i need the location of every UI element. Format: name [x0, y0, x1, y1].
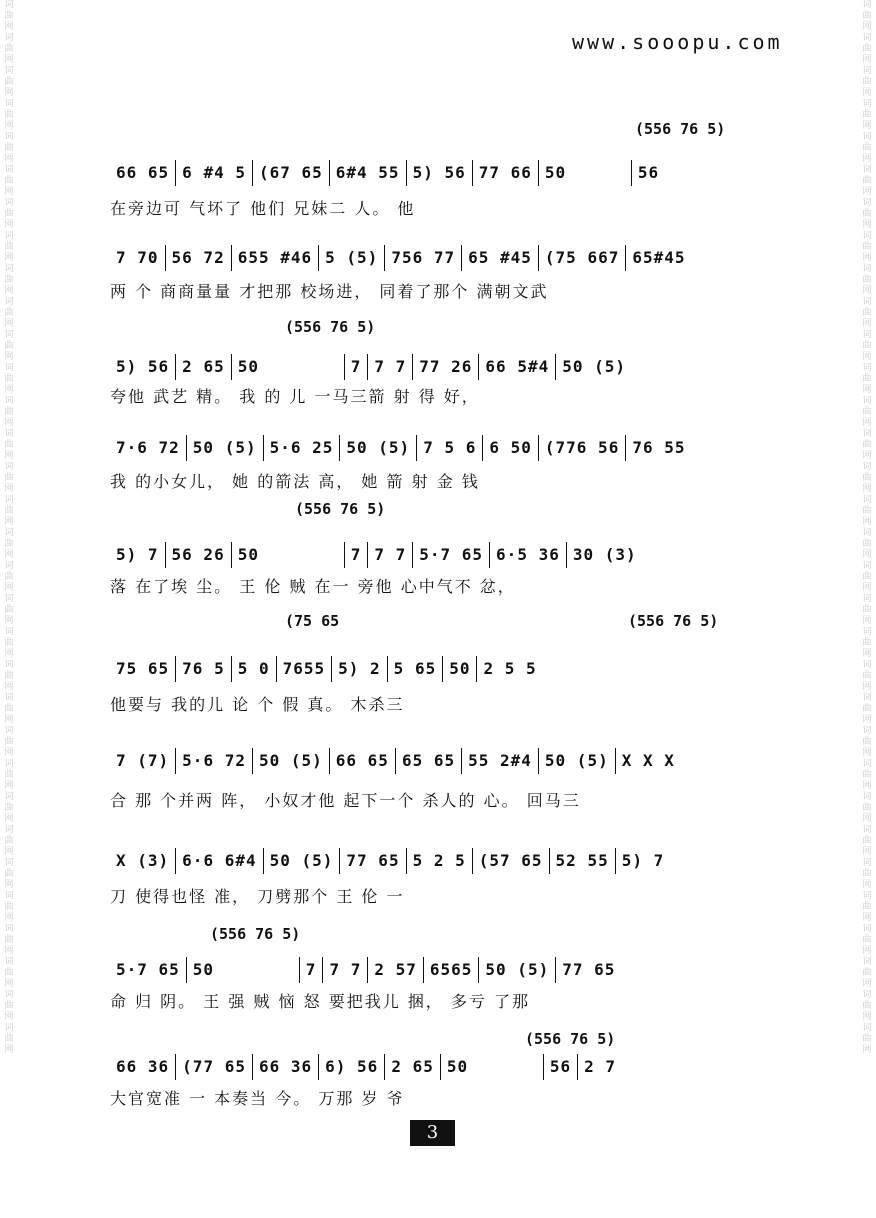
lyric-line: 在旁边可 气坏了 他们 兄妹二 人。 他: [110, 199, 416, 218]
lyric-line: 刀 使得也怪 准， 刀劈那个 王 伦 一: [110, 887, 405, 906]
measure: 55 2#4: [462, 748, 539, 774]
measure: 7 7: [323, 957, 368, 983]
measure: 56: [544, 1054, 578, 1080]
measure: 5) 56: [407, 160, 473, 186]
score-row: [110, 318, 790, 406]
score-row: [110, 245, 790, 323]
measure: 56 72: [166, 245, 232, 271]
measure: 52 55: [550, 848, 616, 874]
measure: (67 65: [253, 160, 330, 186]
lyric-line: 他要与 我的儿 论 个 假 真。 木杀三: [110, 695, 405, 714]
measure: 50 (5): [187, 435, 264, 461]
measure: 50: [539, 160, 632, 186]
measure: 77 66: [473, 160, 539, 186]
measure: 5·6 72: [176, 748, 253, 774]
lyric-line: 两 个 商商量量 才把那 校场进， 同着了那个 满朝文武: [110, 282, 549, 301]
notation-line: [110, 848, 790, 874]
notation-line: [110, 245, 790, 271]
measure: (57 65: [473, 848, 550, 874]
measure: 76 55: [632, 438, 686, 457]
score-row: [110, 848, 790, 926]
measure: X X X: [621, 751, 675, 770]
measure: 76 5: [176, 656, 232, 682]
notation-line: [110, 957, 790, 983]
measure: 75 65: [110, 656, 176, 682]
measure: 50: [441, 1054, 544, 1080]
measure: 6 #4 5: [176, 160, 253, 186]
measure: 7: [345, 354, 369, 380]
measure: 56 26: [166, 542, 232, 568]
side-watermark-left: 词曲网词曲网词曲网词曲网词曲网词曲网词曲网词曲网词曲网词曲网词曲网词曲网词曲网词曲网词曲网词曲网词曲网词曲网词曲网词曲网词曲网词曲网词曲网词曲网词曲网词曲网词曲网词曲网词曲网词曲网词曲网词曲网: [4, 0, 14, 1055]
instrumental-parenthesis: (556 76 5): [210, 925, 301, 943]
measure: 5·6 25: [264, 435, 341, 461]
instrumental-parenthesis: (556 76 5): [628, 612, 719, 630]
measure: 2 57: [368, 957, 424, 983]
measure: 5) 56: [110, 354, 176, 380]
measure: 30 (3): [572, 545, 637, 564]
measure: 56: [637, 163, 660, 182]
measure: 7 5 6: [417, 435, 483, 461]
measure: 66 5#4: [479, 354, 556, 380]
lyric-line: 合 那 个并两 阵， 小奴才他 起下一个 杀人的 心。 回马三: [110, 791, 581, 810]
instrumental-parenthesis: (556 76 5): [285, 318, 376, 336]
notation-line: [110, 354, 790, 380]
measure: 66 65: [110, 160, 176, 186]
measure: 5 65: [388, 656, 444, 682]
measure: 5 2 5: [407, 848, 473, 874]
measure: 2 5 5: [483, 659, 537, 678]
measure: 5) 2: [332, 656, 388, 682]
measure: 50: [232, 354, 345, 380]
score-row: [110, 612, 790, 714]
score-row: [110, 120, 790, 218]
measure: 6·5 36: [490, 542, 567, 568]
notation-line: [110, 656, 790, 682]
notation-line: [110, 748, 790, 774]
measure: 5) 7: [110, 542, 166, 568]
page-number: 3: [410, 1120, 455, 1146]
lyric-line: 夸他 武艺 精。 我 的 儿 一马三箭 射 得 好，: [110, 387, 480, 406]
measure: 756 77: [385, 245, 462, 271]
measure: 50 (5): [539, 748, 616, 774]
measure: 77 65: [562, 960, 616, 979]
measure: 50: [443, 656, 477, 682]
notation-line: [110, 1054, 790, 1080]
measure: 66 36: [253, 1054, 319, 1080]
measure: 5) 7: [621, 851, 665, 870]
score-row: [110, 925, 790, 1011]
measure: 65 #45: [462, 245, 539, 271]
measure: (75 667: [539, 245, 626, 271]
measure: 6565: [424, 957, 480, 983]
measure: 7655: [277, 656, 333, 682]
measure: 2 7: [584, 1057, 617, 1076]
measure: 6) 56: [319, 1054, 385, 1080]
measure: 66 65: [330, 748, 396, 774]
score-row: [110, 1030, 790, 1108]
measure: 50: [187, 957, 300, 983]
measure: 77 26: [413, 354, 479, 380]
measure: (77 65: [176, 1054, 253, 1080]
measure: 50 (5): [562, 357, 627, 376]
score-row: [110, 500, 790, 596]
measure: 7 70: [110, 245, 166, 271]
measure: 5·7 65: [110, 957, 187, 983]
measure: 50 (5): [253, 748, 330, 774]
notation-line: [110, 160, 790, 186]
instrumental-parenthesis: (556 76 5): [525, 1030, 616, 1048]
lyric-line: 命 归 阴。 王 强 贼 恼 怒 要把我儿 捆， 多亏 了那: [110, 992, 530, 1011]
measure: 7 (7): [110, 748, 176, 774]
measure: 50 (5): [264, 848, 341, 874]
measure: 7 7: [368, 542, 413, 568]
measure: 5·7 65: [413, 542, 490, 568]
measure: 6 50: [483, 435, 539, 461]
measure: 7 7: [368, 354, 413, 380]
measure: 50 (5): [479, 957, 556, 983]
measure: 77 65: [340, 848, 406, 874]
measure: 7: [345, 542, 369, 568]
measure: 2 65: [385, 1054, 441, 1080]
measure: 5 0: [232, 656, 277, 682]
lyric-line: 落 在了埃 尘。 王 伦 贼 在一 旁他 心中气不 忿，: [110, 577, 516, 596]
measure: 65#45: [632, 248, 686, 267]
measure: 6#4 55: [330, 160, 407, 186]
side-watermark-right: 词曲网词曲网词曲网词曲网词曲网词曲网词曲网词曲网词曲网词曲网词曲网词曲网词曲网词曲网词曲网词曲网词曲网词曲网词曲网词曲网词曲网词曲网词曲网词曲网词曲网词曲网词曲网词曲网词曲网词曲网词曲网词曲网: [862, 0, 872, 1055]
measure: 50: [232, 542, 345, 568]
measure: 655 #46: [232, 245, 319, 271]
score-row: [110, 748, 790, 826]
notation-line: [110, 435, 790, 461]
instrumental-parenthesis: (75 65: [285, 612, 340, 630]
instrumental-parenthesis: (556 76 5): [295, 500, 386, 518]
instrumental-parenthesis: (556 76 5): [635, 120, 726, 138]
notation-line: [110, 542, 790, 568]
measure: 7·6 72: [110, 435, 187, 461]
lyric-line: 大官宽准 一 本奏当 今。 万那 岁 爷: [110, 1089, 405, 1108]
measure: (776 56: [539, 435, 626, 461]
measure: 6·6 6#4: [176, 848, 263, 874]
measure: X (3): [110, 848, 176, 874]
measure: 7: [300, 957, 324, 983]
measure: 50 (5): [340, 435, 417, 461]
measure: 2 65: [176, 354, 232, 380]
measure: 65 65: [396, 748, 462, 774]
measure: 66 36: [110, 1054, 176, 1080]
lyric-line: 我 的小女儿， 她 的箭法 高， 她 箭 射 金 钱: [110, 472, 480, 491]
measure: 5 (5): [319, 245, 385, 271]
site-url: www.sooopu.com: [572, 30, 783, 54]
